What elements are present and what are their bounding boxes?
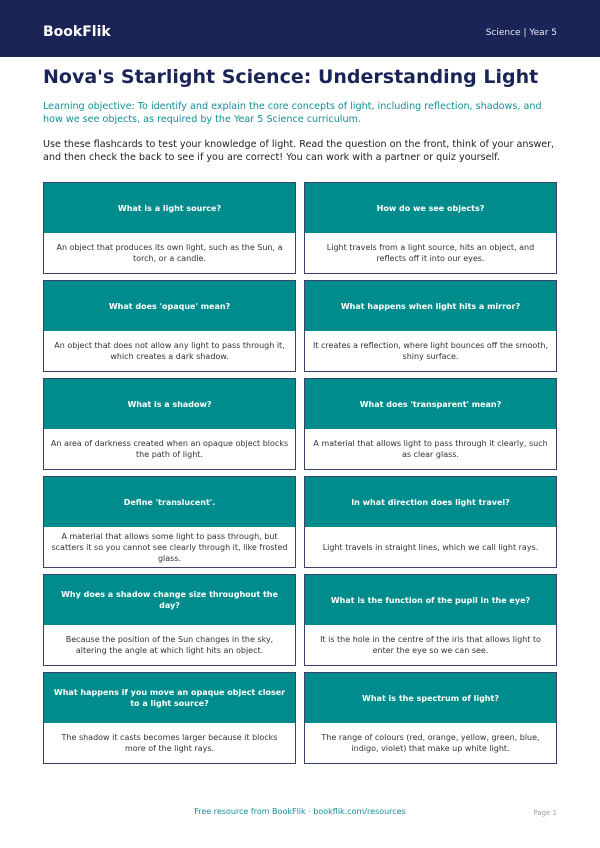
flashcard-question: What does 'transparent' mean? bbox=[305, 379, 556, 429]
flashcard-answer: Because the position of the Sun changes in the sky, altering the angle at which light hits an object. bbox=[44, 625, 295, 665]
flashcard[interactable] bbox=[304, 672, 557, 764]
flashcard-grid bbox=[43, 182, 557, 764]
flashcard-answer: The shadow it casts becomes larger because it blocks more of the light rays. bbox=[44, 723, 295, 763]
flashcard-answer: A material that allows light to pass through it clearly, such as clear glass. bbox=[305, 429, 556, 469]
flashcard-question: What is a shadow? bbox=[44, 379, 295, 429]
flashcard-answer: An area of darkness created when an opaque object blocks the path of light. bbox=[44, 429, 295, 469]
flashcard-answer: It creates a reflection, where light bounces off the smooth, shiny surface. bbox=[305, 331, 556, 371]
footer-link[interactable]: Free resource from BookFlik · bookflik.com/resources bbox=[194, 807, 406, 816]
flashcard[interactable] bbox=[304, 378, 557, 470]
learning-objective: Learning objective: To identify and explain the core concepts of light, including reflection, shadows, and how we see objects, as required by the Year 5 Science curriculum. bbox=[43, 101, 542, 125]
flashcard[interactable] bbox=[304, 182, 557, 274]
flashcard-question: In what direction does light travel? bbox=[305, 477, 556, 527]
flashcard-answer: The range of colours (red, orange, yellow, green, blue, indigo, violet) that make up white light. bbox=[305, 723, 556, 763]
flashcard[interactable] bbox=[43, 672, 296, 764]
instructions: Use these flashcards to test your knowledge of light. Read the question on the front, think of your answer, and then check the back to see if you are correct! You can work with a partner or quiz yourself. bbox=[43, 139, 555, 163]
flashcard-question: What is the spectrum of light? bbox=[305, 673, 556, 723]
flashcard[interactable] bbox=[304, 574, 557, 666]
flashcard-question: What happens if you move an opaque object closer to a light source? bbox=[44, 673, 295, 723]
flashcard-answer: An object that does not allow any light to pass through it, which creates a dark shadow. bbox=[44, 331, 295, 371]
flashcard[interactable] bbox=[43, 378, 296, 470]
flashcard-question: What happens when light hits a mirror? bbox=[305, 281, 556, 331]
flashcard-question: What does 'opaque' mean? bbox=[44, 281, 295, 331]
flashcard-answer: Light travels from a light source, hits an object, and reflects off it into our eyes. bbox=[305, 233, 556, 273]
flashcard-question: How do we see objects? bbox=[305, 183, 556, 233]
flashcard[interactable] bbox=[43, 476, 296, 568]
brand-logo[interactable]: BookFlik bbox=[43, 24, 111, 40]
flashcard-question: Why does a shadow change size throughout the day? bbox=[44, 575, 295, 625]
header-bar bbox=[0, 0, 600, 57]
flashcard-question: What is a light source? bbox=[44, 183, 295, 233]
flashcard[interactable] bbox=[43, 574, 296, 666]
flashcard-question: Define 'translucent'. bbox=[44, 477, 295, 527]
flashcard-answer: An object that produces its own light, such as the Sun, a torch, or a candle. bbox=[44, 233, 295, 273]
flashcard[interactable] bbox=[304, 280, 557, 372]
flashcard-question: What is the function of the pupil in the eye? bbox=[305, 575, 556, 625]
flashcard-answer: It is the hole in the centre of the iris that allows light to enter the eye so we can see. bbox=[305, 625, 556, 665]
breadcrumb: Science | Year 5 bbox=[485, 28, 557, 38]
page-number: Page 1 bbox=[533, 809, 557, 817]
flashcard-answer: Light travels in straight lines, which we call light rays. bbox=[305, 527, 556, 567]
flashcard-answer: A material that allows some light to pass through, but scatters it so you cannot see clearly through it, like frosted glass. bbox=[44, 527, 295, 567]
page-title: Nova's Starlight Science: Understanding Light bbox=[43, 66, 539, 88]
flashcard[interactable] bbox=[304, 476, 557, 568]
flashcard[interactable] bbox=[43, 280, 296, 372]
flashcard[interactable] bbox=[43, 182, 296, 274]
